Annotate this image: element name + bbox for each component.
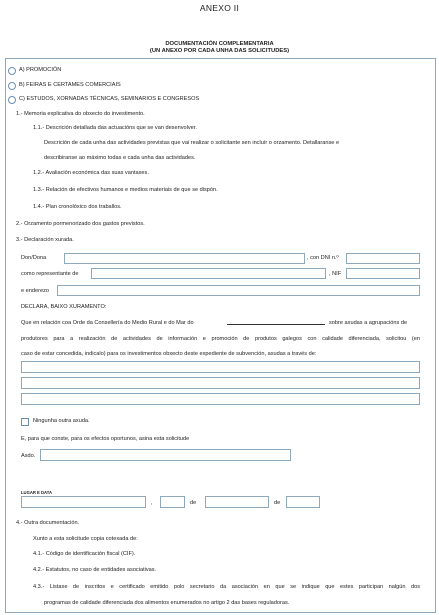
place-comma: , <box>151 500 153 506</box>
order-date-blank[interactable] <box>227 324 325 325</box>
day-field[interactable] <box>160 496 185 508</box>
declaration-heading: DECLARA, BAIXO XURAMENTO: <box>21 304 107 310</box>
nif-field[interactable] <box>346 268 420 279</box>
option-b-radio[interactable] <box>8 82 16 90</box>
item-4-3-line2: programas de calidade diferenciada dos alimentos enumerados no artigo 2 das bases reguladoras. <box>44 600 290 606</box>
address-field[interactable] <box>57 285 420 296</box>
section-4-intro: Xunto a esta solicitude copia cotexada de: <box>33 536 138 542</box>
represented-entity-field[interactable] <box>91 268 326 279</box>
section-3-title: 3.- Declaración xurada. <box>16 237 74 243</box>
item-4-2: 4.2.- Estatutos, no caso de entidades asociativas. <box>33 567 157 573</box>
declaration-text-line2: produtores para a realización de actividades de información e promoción de produtos galegos con calidade diferenciada, solicitou (en <box>21 336 420 342</box>
item-1-4: 1.4.- Plan cronolóxico dos traballos. <box>33 204 122 210</box>
don-label: Don/Dona <box>21 255 47 261</box>
declaration-text-line3: caso de estar concedida, indicalo) para os investimentos obxecto deste expediente de subvención, axudas a través de: <box>21 351 317 357</box>
signed-label: Asdo. <box>21 453 36 459</box>
de-label-2: de <box>274 500 281 506</box>
address-label: e enderezo <box>21 288 49 294</box>
section-1-title: 1.- Memoria explicativa do obxecto do investimento. <box>16 111 145 117</box>
item-1-2: 1.2.- Avaliación económica das suas vantaxes. <box>33 170 149 176</box>
item-1-3: 1.3.- Relación de efectivos humanos e medios materiais de que se dispón. <box>33 187 218 193</box>
document-subtitle: (UN ANEXO POR CADA UNHA DAS SOLICITUDES) <box>149 48 290 54</box>
option-b-label: B) FEIRAS E CERTAMES COMERCIAIS <box>19 82 121 88</box>
section-4-title: 4.- Outra documentación. <box>16 520 80 526</box>
de-label-1: de <box>190 500 197 506</box>
no-other-aid-label: Ningunha outra axuda. <box>33 418 90 424</box>
year-field[interactable] <box>286 496 320 508</box>
item-1-1: 1.1.- Descrición detallada das actuacións que se van desenvolver. <box>33 125 197 131</box>
option-a-radio[interactable] <box>8 67 16 75</box>
document-title: DOCUMENTACIÓN COMPLEMENTARIA <box>165 41 274 47</box>
aid-line-3[interactable] <box>21 393 420 405</box>
representative-label: como representante de <box>21 271 79 277</box>
aid-line-1[interactable] <box>21 361 420 373</box>
month-field[interactable] <box>205 496 269 508</box>
declaration-text-end: sobre axudas a agrupacións de <box>329 320 408 326</box>
no-other-aid-checkbox[interactable] <box>21 418 29 426</box>
signature-field[interactable] <box>40 449 291 461</box>
purpose-statement: E, para que conste, para os efectos oportunos, asina esta solicitude <box>21 436 190 442</box>
option-a-label: A) PROMOCIÓN <box>19 67 62 73</box>
nif-label: , NIF <box>329 271 342 277</box>
option-c-label: C) ESTUDOS, XORNADAS TÉCNICAS, SEMINARIOS E CONGRESOS <box>19 96 200 102</box>
annex-title: ANEXO II <box>199 3 240 13</box>
aid-line-2[interactable] <box>21 377 420 389</box>
place-date-label: LUGAR E DATA <box>21 490 53 495</box>
place-field[interactable] <box>21 496 146 508</box>
dni-label: , con DNI n.º <box>307 255 339 261</box>
declaration-text-start: Que en relación coa Orde da Consellería do Medio Rural e do Mar do <box>21 320 194 326</box>
section-2-title: 2.- Orzamento pormenorizado dos gastos previstos. <box>16 221 145 227</box>
item-4-3-line1: 4.3.- Listaxe de inscritos e certificado emitido polo secretario da asociación en que se indique que estes participan nalgún dos <box>33 584 420 590</box>
item-4-1: 4.1.- Código de identificación fiscal (CIF). <box>33 551 136 557</box>
item-1-1-desc-line1: Descrición de cada unha das actividades previstas que vai realizar o solicitante sen incluír o orzamento. Detallaranse e <box>44 140 340 146</box>
name-field[interactable] <box>64 253 305 264</box>
item-1-1-desc-line2: describiranse ao máximo todas e cada unha das actividades. <box>44 155 196 161</box>
option-c-radio[interactable] <box>8 96 16 104</box>
dni-field[interactable] <box>346 253 420 264</box>
